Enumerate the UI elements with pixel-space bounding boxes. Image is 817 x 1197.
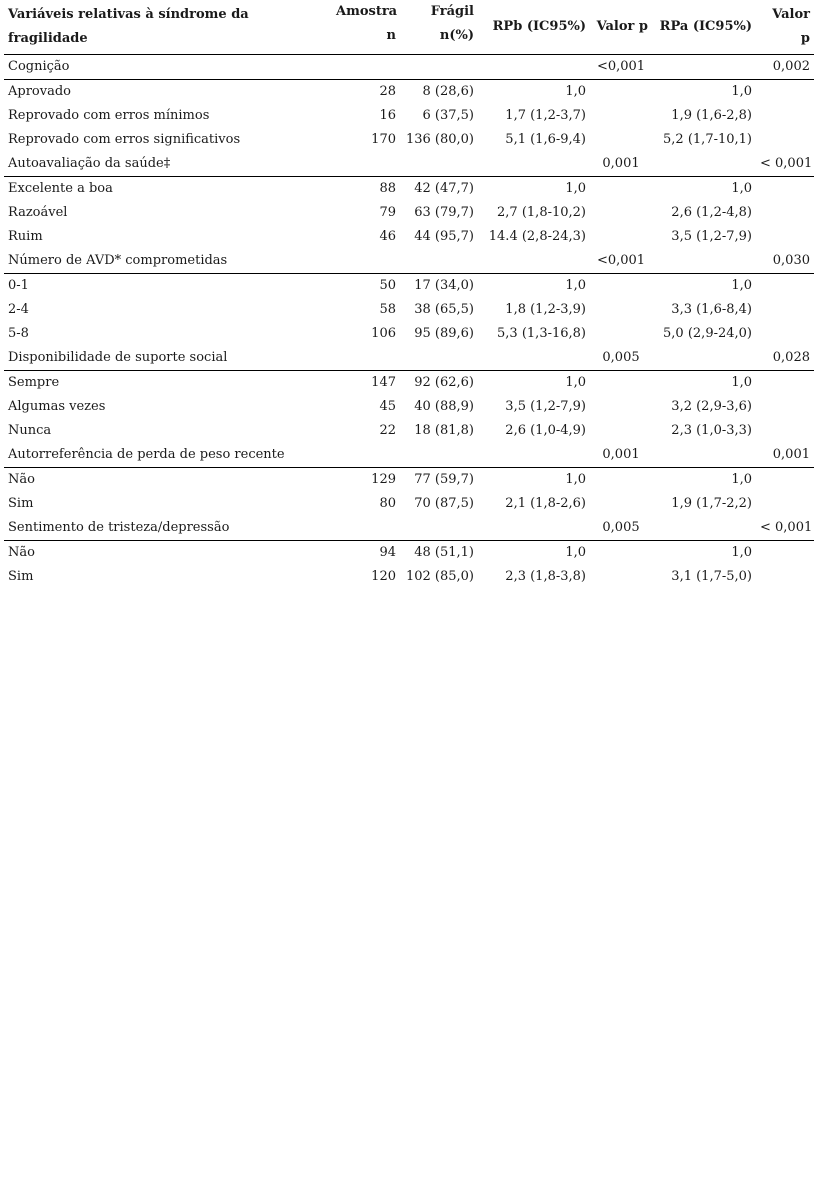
row-rpa: 1,0 [731,278,752,293]
row-empty-p1 [590,177,652,202]
row-fragil: 40 (88,9) [414,399,474,414]
header-rpb: RPb (IC95%) [492,19,586,34]
row-rpa: 1,9 (1,7-2,2) [671,496,752,511]
row-empty-p1 [590,492,652,516]
section-title: Autoavaliação da saúde‡ [4,152,590,177]
row-rpa: 3,5 (1,2-7,9) [671,229,752,244]
row-fragil: 48 (51,1) [414,545,474,560]
section-spacer [652,152,756,177]
row-empty-p2 [756,225,814,249]
row-amostra-n: 58 [379,302,396,317]
table-row [4,274,814,299]
row-empty-p1 [590,298,652,322]
table-row [4,541,814,566]
row-rpa: 3,1 (1,7-5,0) [671,569,752,584]
row-empty-p2 [756,104,814,128]
section-spacer [652,443,756,468]
row-empty-p2 [756,468,814,493]
header-amostra-line2: n [386,28,396,43]
row-fragil: 42 (47,7) [414,181,474,196]
section-title: Sentimento de tristeza/depressão [4,516,590,541]
row-rpa: 5,2 (1,7-10,1) [663,132,752,147]
row-amostra-n: 16 [379,108,396,123]
header-fragil-line2: n(%) [439,28,474,43]
row-rpa: 1,0 [731,181,752,196]
row-label: Excelente a boa [8,181,113,196]
row-rpa: 2,3 (1,0-3,3) [671,423,752,438]
row-empty-p2 [756,201,814,225]
row-fragil: 102 (85,0) [405,569,474,584]
section-p-value-crude: 0,005 [590,346,652,371]
section-p-value-crude: <0,001 [590,249,652,274]
row-empty-p1 [590,128,652,152]
section-p-value-crude: 0,005 [590,516,652,541]
row-fragil: 95 (89,6) [414,326,474,341]
row-rpb: 5,3 (1,3-16,8) [497,326,586,341]
row-rpb: 3,5 (1,2-7,9) [505,399,586,414]
section-p-value-crude: 0,001 [590,152,652,177]
frailty-table [4,0,814,589]
header-valor-p1: Valor p [596,19,648,34]
row-label: Razoável [8,205,68,220]
section-row [4,346,814,371]
row-empty-p1 [590,274,652,299]
row-rpa: 2,6 (1,2-4,8) [671,205,752,220]
row-empty-p2 [756,541,814,566]
row-rpb: 1,0 [565,278,586,293]
row-fragil: 92 (62,6) [414,375,474,390]
section-row [4,152,814,177]
row-rpa: 1,0 [731,84,752,99]
table-row [4,201,814,225]
row-empty-p2 [756,128,814,152]
header-fragil [400,0,478,55]
row-empty-p2 [756,419,814,443]
row-rpb: 1,7 (1,2-3,7) [505,108,586,123]
table-header [4,0,814,55]
row-empty-p2 [756,274,814,299]
row-label: Sim [8,569,34,584]
row-amostra-n: 147 [371,375,396,390]
row-amostra-n: 129 [371,472,396,487]
row-rpb: 2,3 (1,8-3,8) [505,569,586,584]
section-title: Autorreferência de perda de peso recente [4,443,590,468]
table-row [4,419,814,443]
row-label: 0-1 [8,278,29,293]
row-empty-p1 [590,395,652,419]
table-row [4,128,814,152]
header-rpa: RPa (IC95%) [659,19,752,34]
row-rpb: 2,1 (1,8-2,6) [505,496,586,511]
row-label: Não [8,545,35,560]
row-rpb: 2,7 (1,8-10,2) [497,205,586,220]
row-fragil: 6 (37,5) [422,108,474,123]
row-rpb: 1,8 (1,2-3,9) [505,302,586,317]
row-amostra-n: 120 [371,569,396,584]
row-fragil: 44 (95,7) [414,229,474,244]
row-amostra-n: 79 [379,205,396,220]
row-rpb: 1,0 [565,181,586,196]
row-empty-p1 [590,468,652,493]
section-spacer [652,346,756,371]
table-row [4,371,814,396]
section-p-value-adjusted: 0,030 [756,249,814,274]
row-fragil: 38 (65,5) [414,302,474,317]
section-spacer [652,516,756,541]
table-row [4,395,814,419]
section-spacer [652,55,756,80]
row-empty-p2 [756,395,814,419]
row-empty-p1 [590,201,652,225]
row-label: Algumas vezes [8,399,106,414]
section-p-value-crude: 0,001 [590,443,652,468]
section-p-value-crude: <0,001 [590,55,652,80]
section-p-value-adjusted: 0,028 [756,346,814,371]
row-amostra-n: 88 [379,181,396,196]
row-rpb: 14.4 (2,8-24,3) [488,229,586,244]
row-rpa: 1,9 (1,6-2,8) [671,108,752,123]
row-rpb: 1,0 [565,545,586,560]
row-label: Sim [8,496,34,511]
header-amostra [332,0,400,55]
row-label: Reprovado com erros mínimos [8,108,210,123]
row-empty-p2 [756,322,814,346]
section-p-value-adjusted: < 0,001 [756,516,814,541]
row-rpa: 1,0 [731,472,752,487]
header-variable: Variáveis relativas à síndrome da fragilidade [8,7,249,46]
row-fragil: 136 (80,0) [405,132,474,147]
row-label: Não [8,472,35,487]
row-empty-p2 [756,492,814,516]
section-row [4,249,814,274]
row-amostra-n: 28 [379,84,396,99]
row-fragil: 77 (59,7) [414,472,474,487]
section-spacer [652,249,756,274]
table-body [4,55,814,590]
row-fragil: 63 (79,7) [414,205,474,220]
row-fragil: 18 (81,8) [414,423,474,438]
row-label: Nunca [8,423,52,438]
row-empty-p1 [590,80,652,105]
row-amostra-n: 46 [379,229,396,244]
row-rpa: 1,0 [731,545,752,560]
section-title: Cognição [4,55,590,80]
row-empty-p2 [756,565,814,589]
row-amostra-n: 22 [379,423,396,438]
table-row [4,492,814,516]
row-empty-p2 [756,298,814,322]
row-label: Reprovado com erros significativos [8,132,241,147]
section-row [4,443,814,468]
row-fragil: 70 (87,5) [414,496,474,511]
row-rpa: 5,0 (2,9-24,0) [663,326,752,341]
row-rpa: 1,0 [731,375,752,390]
row-label: Aprovado [8,84,71,99]
section-title: Disponibilidade de suporte social [4,346,590,371]
row-rpb: 2,6 (1,0-4,9) [505,423,586,438]
row-amostra-n: 80 [379,496,396,511]
row-rpa: 3,2 (2,9-3,6) [671,399,752,414]
row-empty-p1 [590,225,652,249]
row-rpb: 1,0 [565,375,586,390]
row-empty-p1 [590,565,652,589]
row-empty-p2 [756,371,814,396]
section-row [4,55,814,80]
table-row [4,565,814,589]
section-p-value-adjusted: < 0,001 [756,152,814,177]
table-row [4,468,814,493]
section-title: Número de AVD* comprometidas [4,249,590,274]
table-row [4,177,814,202]
row-label: 2-4 [8,302,29,317]
row-amostra-n: 106 [371,326,396,341]
section-p-value-adjusted: 0,002 [756,55,814,80]
row-empty-p1 [590,419,652,443]
row-label: 5-8 [8,326,29,341]
header-valor-p2: Valor p [772,7,810,46]
table-row [4,298,814,322]
row-amostra-n: 170 [371,132,396,147]
header-fragil-line1: Frágil [430,4,474,19]
row-label: Sempre [8,375,60,390]
row-rpa: 3,3 (1,6-8,4) [671,302,752,317]
row-label: Ruim [8,229,43,244]
row-empty-p1 [590,371,652,396]
row-fragil: 8 (28,6) [422,84,474,99]
table-row [4,104,814,128]
row-empty-p1 [590,541,652,566]
row-rpb: 1,0 [565,472,586,487]
section-row [4,516,814,541]
table-row [4,322,814,346]
row-empty-p1 [590,322,652,346]
row-rpb: 1,0 [565,84,586,99]
section-p-value-adjusted: 0,001 [756,443,814,468]
row-fragil: 17 (34,0) [414,278,474,293]
row-amostra-n: 94 [379,545,396,560]
row-empty-p2 [756,80,814,105]
row-empty-p2 [756,177,814,202]
row-amostra-n: 45 [379,399,396,414]
table-row [4,80,814,105]
table-row [4,225,814,249]
row-rpb: 5,1 (1,6-9,4) [505,132,586,147]
row-empty-p1 [590,104,652,128]
row-amostra-n: 50 [379,278,396,293]
header-amostra-line1: Amostra [336,4,398,19]
